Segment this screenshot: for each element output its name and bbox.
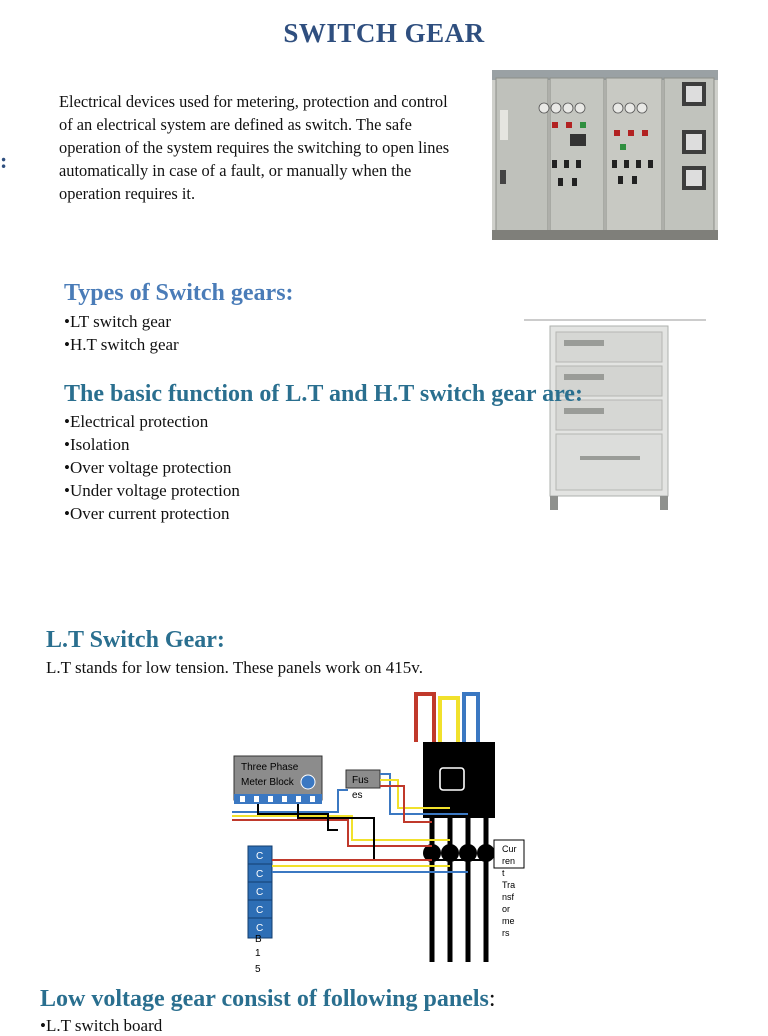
- page-title: SWITCH GEAR: [283, 18, 485, 48]
- low-voltage-colon: :: [488, 986, 496, 1012]
- list-item: •Under voltage protection: [64, 481, 240, 500]
- lt-cabinet-image: [520, 318, 710, 514]
- meter-label-1: Three Phase: [241, 762, 299, 773]
- meter-label-2: Meter Block: [241, 777, 294, 788]
- ct-label-5: or: [502, 904, 511, 914]
- block-letter: C: [256, 851, 264, 862]
- block-letter: C: [256, 923, 264, 934]
- types-list: [64, 310, 179, 356]
- lt-description: L.T stands for low tension. These panels work on 415v.: [46, 658, 423, 677]
- fuses-label-2: es: [352, 790, 363, 801]
- lt-heading: L.T Switch Gear:: [46, 627, 225, 653]
- ct-label-1: ren: [502, 856, 516, 866]
- block-label: 5: [255, 964, 261, 975]
- intro-paragraph: Electrical devices used for metering, protection and control of an electrical system are defined as switch. The safe operation of the system requires the switching to open lines automatically in case of a fault, or manually when the operation requires it.: [59, 92, 450, 203]
- ct-label-7: rs: [502, 928, 510, 938]
- low-voltage-first-item: •L.T switch board: [40, 1016, 163, 1035]
- low-voltage-heading: [40, 986, 496, 1013]
- ct-label-6: me: [502, 916, 515, 926]
- ct-label-0: Cur: [502, 844, 517, 854]
- ct-label-4: nsf: [502, 892, 515, 902]
- list-item: •H.T switch gear: [64, 335, 179, 354]
- block-letter: C: [256, 869, 264, 880]
- list-item: •Isolation: [64, 435, 130, 454]
- ct-label-2: t: [502, 868, 505, 878]
- side-colon-mark: :: [0, 148, 8, 173]
- list-item: •Over current protection: [64, 504, 230, 523]
- list-item: •Over voltage protection: [64, 458, 232, 477]
- block-label: 1: [255, 948, 261, 959]
- block-letter: C: [256, 887, 264, 898]
- list-item: •LT switch gear: [64, 312, 171, 331]
- functions-heading: The basic function of L.T and H.T switch gear are:: [64, 381, 583, 407]
- types-heading: Types of Switch gears:: [64, 280, 294, 306]
- fuses-label-1: Fus: [352, 775, 369, 786]
- functions-list: [64, 410, 240, 525]
- lt-wiring-diagram: [228, 690, 528, 980]
- block-letter: C: [256, 905, 264, 916]
- switchgear-panel-photo: [492, 70, 718, 240]
- low-voltage-heading-text: Low voltage gear consist of following panels: [40, 986, 489, 1012]
- block-label: B: [255, 934, 262, 945]
- ct-label-3: Tra: [502, 880, 516, 890]
- list-item: •Electrical protection: [64, 412, 209, 431]
